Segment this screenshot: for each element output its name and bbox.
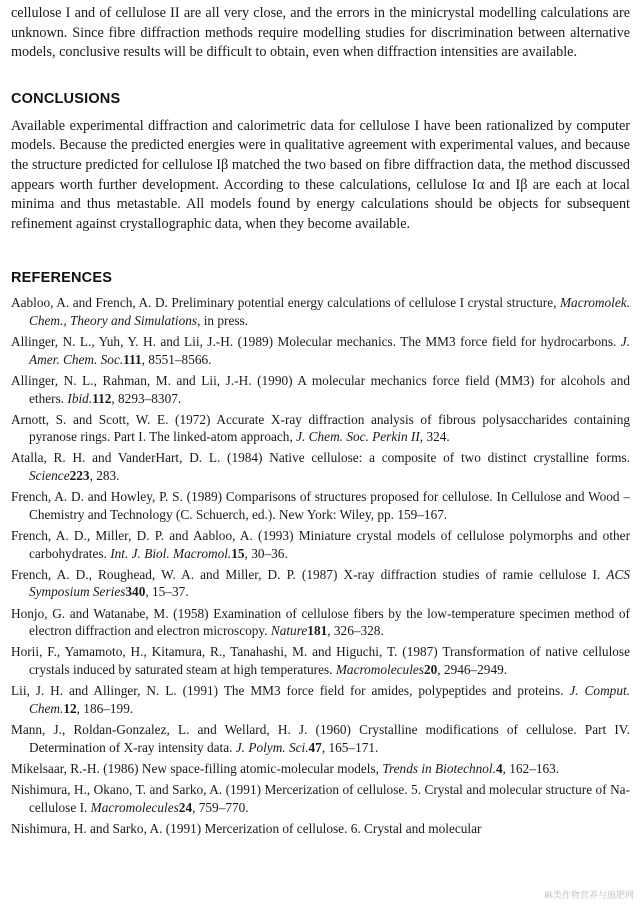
- reference-journal: Macromolecules: [90, 799, 179, 815]
- conclusions-heading: CONCLUSIONS: [11, 90, 121, 107]
- reference-pages: , 324.: [419, 429, 450, 445]
- conclusions-paragraph: Available experimental diffraction and calorimetric data for cellulose I have been rationalized by computer models. Because the predicted energies were in qualitative agreement with experimental values, and because the structure predicted for cellulose Iβ matched the two based on fibre diffraction data, the method discussed appears worth further development. According to these calculations, cellulose Iα and Iβ are each at local minima and thus metastable. All models found by energy calculations should be objects for subsequent refinement against crystallographic data, when they become available.: [11, 117, 630, 232]
- watermark: 麻类作物营养与施肥网: [543, 891, 634, 901]
- reference-journal: J. Polym. Sci.: [235, 739, 309, 755]
- reference-text: Mikelsaar, R.-H. (1986) New space-filling atomic-molecular models,: [11, 760, 383, 776]
- reference-journal: Trends in Biotechnol.: [382, 760, 496, 776]
- reference-pages: , 186–199.: [76, 700, 134, 716]
- page: [0, 4, 640, 904]
- reference-pages: , 30–36.: [244, 545, 288, 561]
- reference-pages: , 8293–8307.: [111, 390, 182, 406]
- reference-text: Mann, J., Roldan-Gonzalez, L. and Wellard, H. J. (1960) Crystalline modifications of cellulose. Part IV. Determination of X-ray intensity data.: [11, 721, 630, 755]
- reference-item: [11, 449, 630, 484]
- references-heading: REFERENCES: [11, 270, 113, 287]
- reference-item: [11, 781, 630, 816]
- reference-item: [11, 643, 630, 678]
- reference-volume: 24: [178, 799, 193, 815]
- reference-pages: , 283.: [89, 468, 120, 484]
- reference-volume: 47: [308, 739, 322, 755]
- reference-volume: 111: [123, 351, 142, 367]
- intro-paragraph: cellulose I and of cellulose II are all very close, and the errors in the minicrystal modelling calculations are unknown. Since fibre diffraction methods require modelling studies for discrimination between alternative models, conclusive results will be difficult to obtain, even when diffraction intensities are available.: [11, 5, 630, 61]
- reference-text: Lii, J. H. and Allinger, N. L. (1991) The MM3 force field for amides, polypeptides and proteins.: [11, 683, 570, 699]
- reference-item: [11, 527, 630, 562]
- reference-item: [11, 605, 630, 640]
- reference-pages: , 8551–8566.: [141, 351, 212, 367]
- reference-list: [11, 294, 630, 837]
- reference-text: French, A. D., Miller, D. P. and Aabloo, A. (1993) Miniature crystal models of cellulose polymorphs and other carbohydrates.: [11, 528, 630, 561]
- reference-item: [11, 488, 630, 523]
- reference-item: [11, 294, 630, 329]
- reference-text: Arnott, S. and Scott, W. E. (1972) Accurate X-ray diffraction analysis of fibrous polysaccharides containing pyranose rings. Part I. The linked-atom approach,: [11, 411, 630, 445]
- reference-item: [11, 682, 630, 717]
- reference-pages: , 326–328.: [327, 623, 384, 639]
- reference-journal: ACS Symposium Series: [29, 566, 630, 600]
- reference-journal: Science: [29, 468, 70, 484]
- reference-volume: 4: [495, 760, 503, 776]
- reference-journal: J. Amer. Chem. Soc.: [29, 334, 630, 367]
- reference-journal: Int. J. Biol. Macromol.: [110, 545, 232, 561]
- reference-text: Honjo, G. and Watanabe, M. (1958) Examination of cellulose fibers by the low-temperature specimen method of electron diffraction and electron microscopy.: [11, 605, 630, 639]
- reference-journal: Macromolek. Chem., Theory and Simulations: [29, 295, 630, 328]
- reference-item: [11, 566, 630, 601]
- reference-item: [11, 372, 630, 407]
- reference-text: Aabloo, A. and French, A. D. Preliminary potential energy calculations of cellulose I crystal structure,: [11, 295, 560, 311]
- reference-pages: , 2946–2949.: [437, 661, 508, 677]
- reference-text: Atalla, R. H. and VanderHart, D. L. (1984) Native cellulose: a composite of two distinct crystalline forms.: [11, 450, 630, 466]
- reference-pages: , 165–171.: [321, 739, 379, 755]
- reference-journal: Nature: [270, 623, 308, 639]
- reference-pages: , in press.: [197, 312, 249, 328]
- reference-item: [11, 820, 630, 838]
- reference-item: [11, 721, 630, 756]
- reference-text: Horii, F., Yamamoto, H., Kitamura, R., Tanahashi, M. and Higuchi, T. (1987) Transformation of native cellulose crystals induced by saturated steam at high temperatures.: [11, 644, 630, 677]
- reference-volume: 15: [231, 545, 245, 561]
- reference-pages: , 15–37.: [145, 584, 189, 600]
- reference-text: French, A. D. and Howley, P. S. (1989) Comparisons of structures proposed for cellulose. In Cellulose and Wood – Chemistry and Technology (C. Schuerch, ed.). New York: Wiley, pp. 159–167.: [11, 489, 630, 522]
- reference-volume: 340: [125, 584, 146, 600]
- reference-volume: 223: [69, 468, 90, 484]
- reference-text: French, A. D., Roughead, W. A. and Miller, D. P. (1987) X-ray diffraction studies of ramie cellulose I.: [11, 566, 607, 582]
- reference-item: [11, 411, 630, 446]
- reference-volume: 112: [92, 390, 112, 406]
- reference-pages: , 759–770.: [192, 799, 249, 815]
- reference-journal: J. Comput. Chem.: [29, 683, 630, 716]
- reference-journal: J. Chem. Soc. Perkin II: [296, 429, 420, 445]
- reference-journal: Macromolecules: [335, 661, 424, 677]
- reference-pages: , 162–163.: [502, 760, 560, 776]
- reference-text: Allinger, N. L., Yuh, Y. H. and Lii, J.-H. (1989) Molecular mechanics. The MM3 force field for hydrocarbons.: [11, 334, 621, 350]
- reference-volume: 20: [423, 661, 438, 677]
- reference-text: Nishimura, H. and Sarko, A. (1991) Mercerization of cellulose. 6. Crystal and molecular: [11, 820, 482, 836]
- reference-journal: Ibid.: [67, 390, 93, 406]
- reference-text: Nishimura, H., Okano, T. and Sarko, A. (1991) Mercerization of cellulose. 5. Crystal and molecular structure of Na-cellulose I.: [11, 781, 630, 815]
- reference-volume: 181: [307, 623, 328, 639]
- reference-text: Allinger, N. L., Rahman, M. and Lii, J.-H. (1990) A molecular mechanics force field (MM3) for alcohols and ethers.: [11, 372, 630, 406]
- reference-volume: 12: [63, 700, 77, 716]
- reference-item: [11, 760, 630, 778]
- reference-item: [11, 333, 630, 368]
